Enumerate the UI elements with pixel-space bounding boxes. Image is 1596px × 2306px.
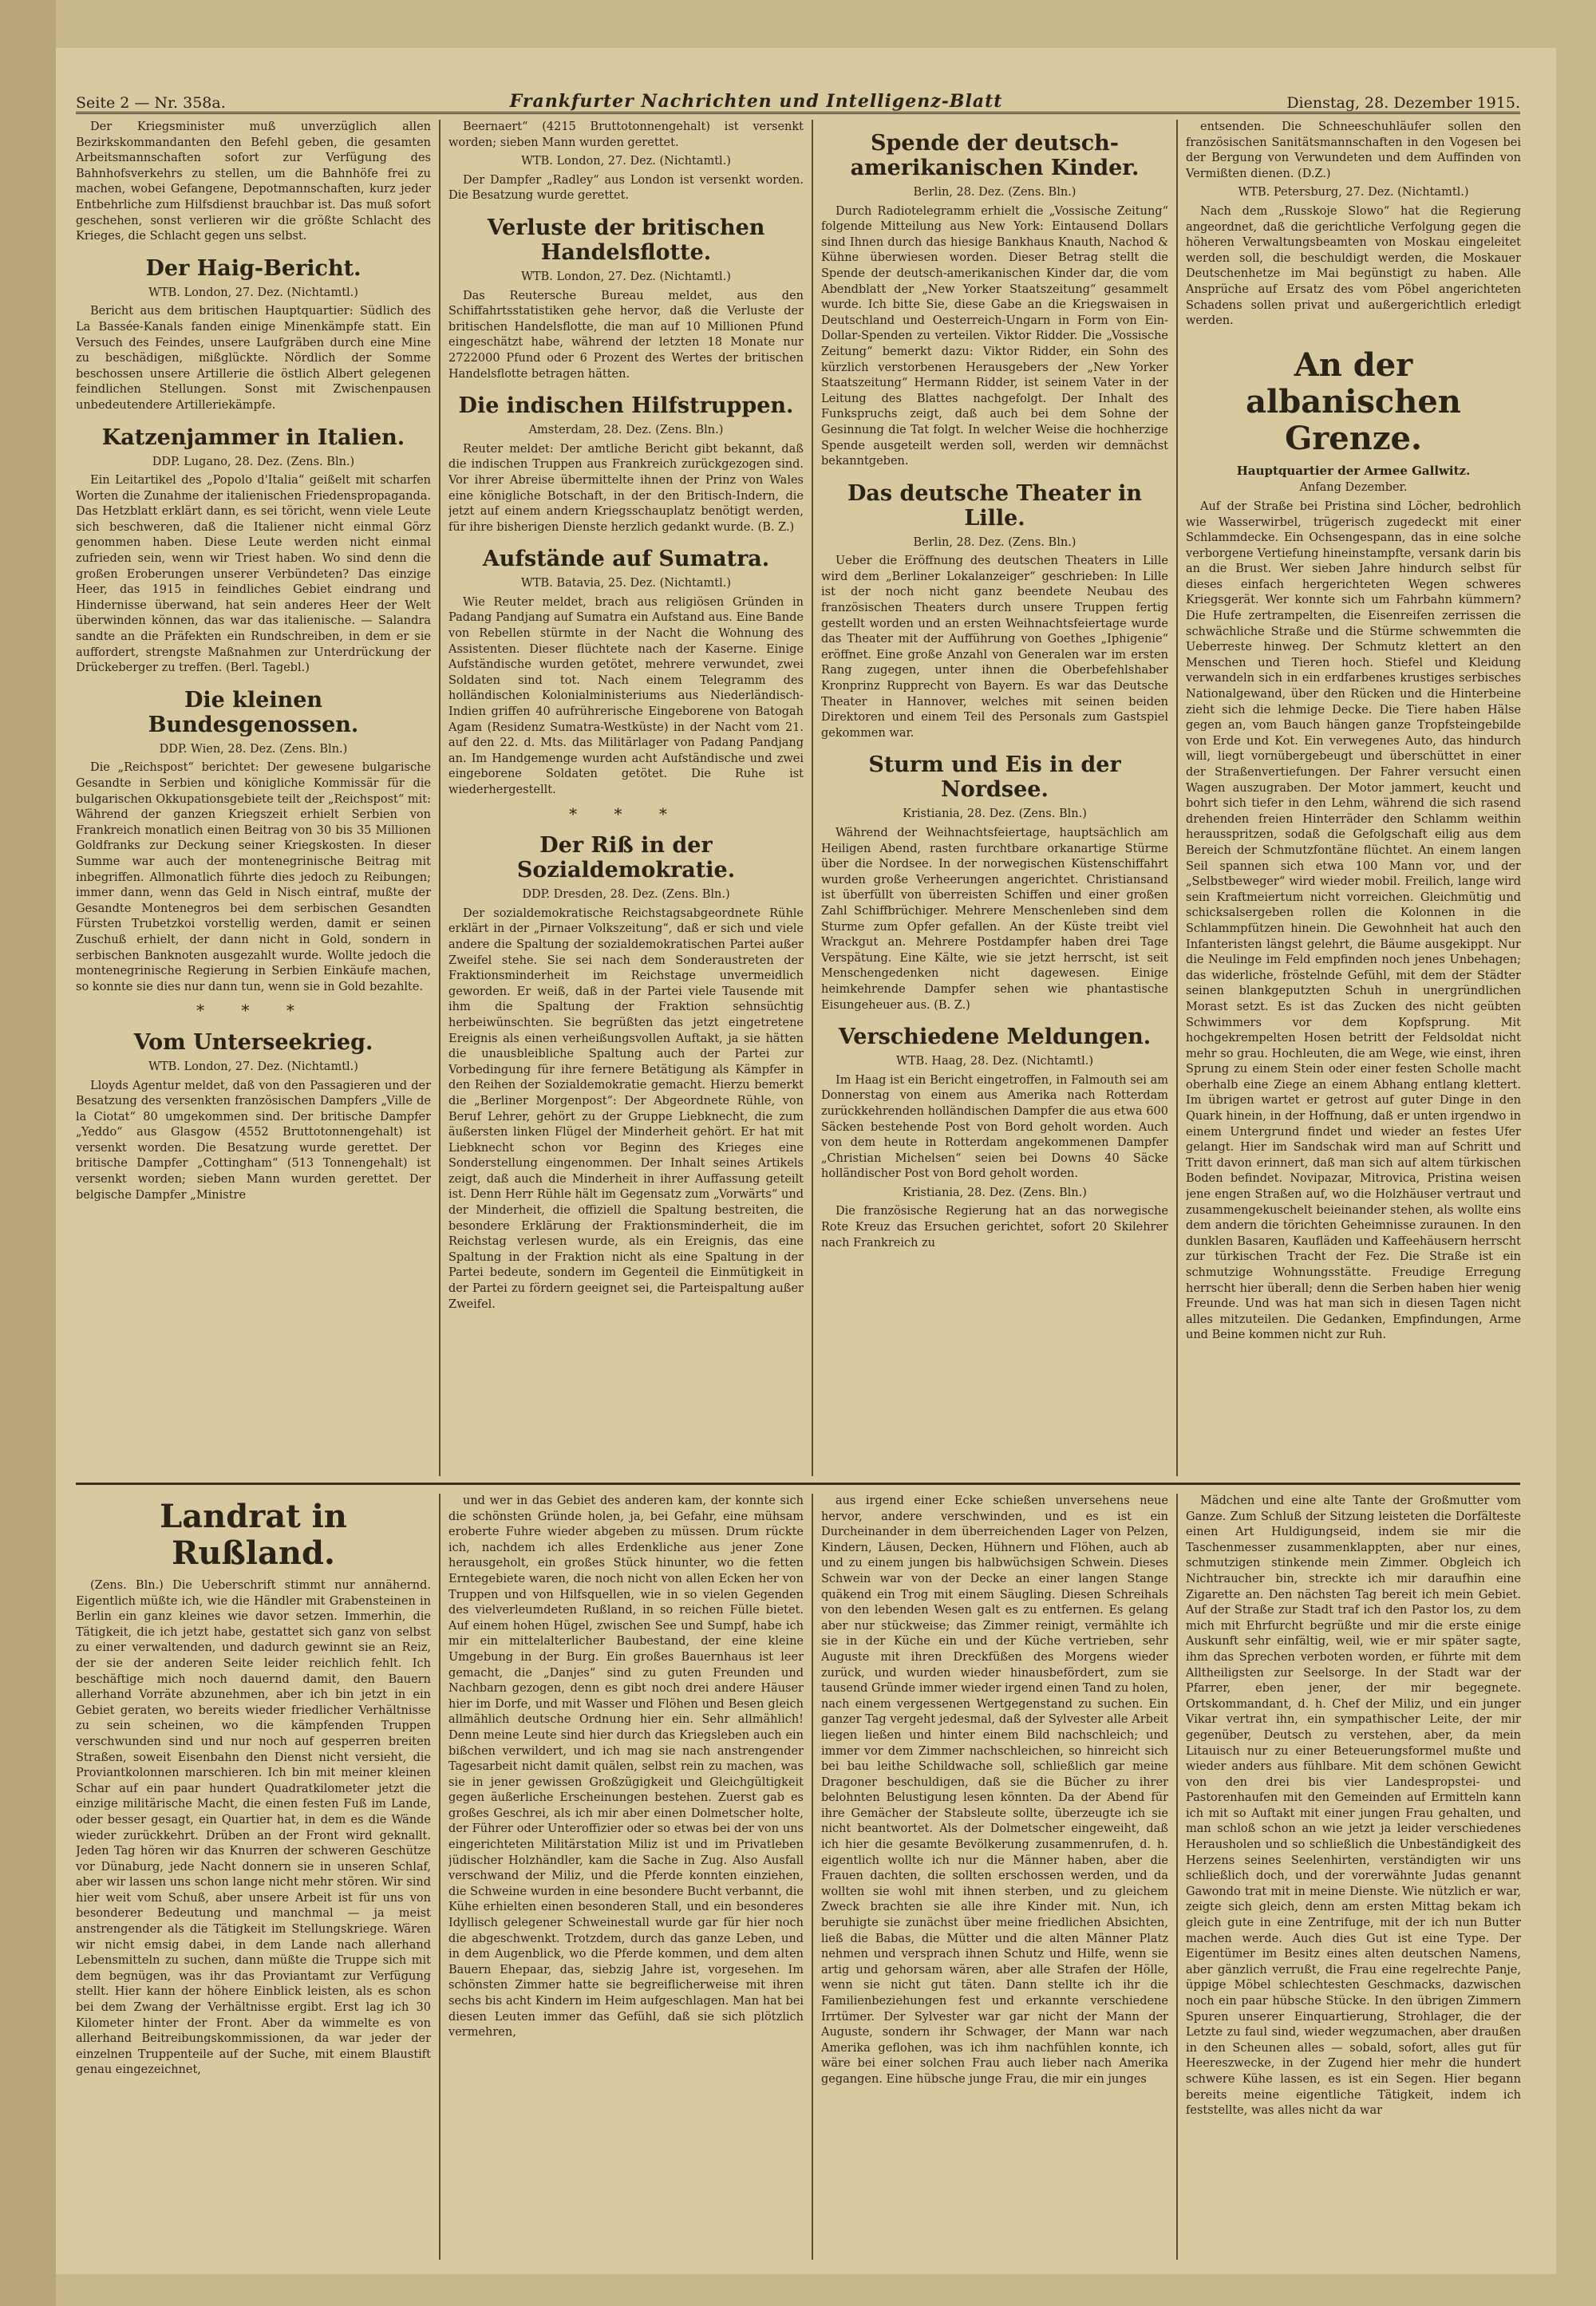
article-body: Auf der Straße bei Pristina sind Löcher, bedrohlich wie Wasserwirbel, trügerisch zugedeckt mit einer Schlammdecke. Ein Ochsengespann, das in eine solche verborgene Vertiefung hineinstampfte, versank darin bis an die Brust. Wer sieben Jahre hindurch selbst für dieses einfach hergerichteten Wegen schweres Kriegsgerät. Wer konnte sich um Fahrbahn kümmern? Die Hufe zertrampelten, die Eisenreifen zerrissen die schwächliche Straße und die Stürme schwemmten die Ueberreste hinweg. Der Schmutz klettert an den Menschen und Tieren hoch. Stiefel und Kleidung verwandeln sich in ein erdfarbenes krustiges serbisches Nationalgewand, über den Rücken und die Hinterbeine zieht sich die lehmige Decke. Die Tiere haben Hälse gegen an, vom Bauch hängen ganze Tropfsteingebilde von Erde und Kot. Ein verwegenes Auto, das hindurch will, liegt vornübergebeugt und überschüttet in einer der Straßenvertiefungen. Der Fahrer versucht einen Wagen auszugraben. Der Motor jammert, keucht und bohrt sich tiefer in den Lehm, während die sich rasend drehenden freien Hinterräder den Schlamm weithin herausspritzen, sodaß die Gefolgschaft eilig aus dem Bereich der Schmutzfontäne flüchtet. An einem langen Seil spannen sich etwa 100 Mann vor, und der „Selbstbeweger“ wird wieder mobil. Freilich, lange wird sein Kraftmeiertum nicht vorreichen. Gleichmütig und schicksalsergeben rollen die Kolonnen in die Schlammpfützen hinein. Die Gewohnheit hat auch den Infanteristen längst gelehrt, die Bäume ausgekippt. Nur die Neulinge im Feld empfinden noch jenes Unbehagen; das widerliche, fröstelnde Gefühl, mit dem der Städter seinen blankgeputzten Schuh in unergründlichen Morast setzt. Es ist das Zucken des nicht geübten Schwimmers vor dem Kopfsprung. Mit hochgekrempelten Hosen betritt der Feldsoldat nicht mehr so grau. Hochleuten, die am Wege, wie einst, ihren Sprung zu einem Stein oder einer festen Scholle macht oberhalb eine Ziege an einem Abhang entlang klettert. Im übrigen wartet er getrost auf guter Dinge in den Quark hinein, in der Hoffnung, daß er unten irgendwo in einem Untergrund findet und wieder an festes Ufer gelangt. Hier im Sandschak wird man auf Schritt und Tritt davon erinnert, daß man sich auf altem türkischen Boden befindet. Novipazar, Mitrovica, Pristina weisen jene engen Straßen auf, wo die Holzhäuser vertraut und zusammengekuschelt beieinander stehen, als wollte eins dem andern die törichten Geheimnisse zuraunen. In den dunklen Basaren, Kaufläden und Kaffeehäusern herrscht zur türkischen Tracht der Fez. Die Straße ist ein schmutzige Wohnungsstätte. Freudige Erregung herrscht hier überall; denn die Serben haben hier wenig Freunde. Und was hat man sich in diesen Tagen nicht alles mitzuteilen. Die Gedanken, Empfindungen, Arme und Beine kommen nicht zur Ruh. <box>1186 500 1521 1342</box>
article-continuation: Beernaert“ (4215 Bruttotonnengehalt) ist versenkt worden; sieben Mann wurden gerettet. <box>448 120 804 149</box>
article-title: Spende der deutsch-amerikanischen Kinder. <box>850 131 1140 180</box>
article-title: An der albanischen Grenze. <box>1246 346 1461 457</box>
dateline: WTB. London, 27. Dez. (Nichtamtl.) <box>148 286 358 299</box>
dateline: DDP. Lugano, 28. Dez. (Zens. Bln.) <box>152 455 355 468</box>
article-body: Die „Reichspost“ berichtet: Der gewesene bulgarische Gesandte in Serbien und königliche Kommissär für die bulgarischen Okkupationsgebiete teilt der „Reichspost“ mit: Während der ganzen Kriegszeit erhielt Serbien von Frankreich monatlich einen Beitrag von 30 bis 35 Millionen Goldfranks zur Deckung seiner Kriegskosten. In dieser Summe war auch der montenegrinische Beitrag mit inbegriffen. Allmonatlich führte dies jedoch zu Reibungen; immer dann, wenn das Geld in Nisch eintraf, mußte der Gesandte Montenegros bei dem serbischen Gesandten Fürsten Trubetzkoi vorstellig werden, damit er seinen Zuschuß erhielt, der dann nicht in Gold, sondern in serbischen Banknoten ausgezahlt wurde. Wollte jedoch die montenegrinische Regierung in Serbien Einkäufe machen, so konnte sie dies nur dann tun, wenn sie in Gold bezahlte. <box>76 761 431 993</box>
dateline: Berlin, 28. Dez. (Zens. Bln.) <box>913 186 1077 199</box>
column-3 <box>821 120 1168 1476</box>
page-header <box>76 80 1520 114</box>
dateline: WTB. Batavia, 25. Dez. (Nichtamtl.) <box>520 577 732 590</box>
article-body: Lloyds Agentur meldet, daß von den Passagieren und der Besatzung des versenkten französischen Dampfers „Ville de la Ciotat“ 80 umgekommen sind. Der britische Dampfer „Yeddo“ aus Glasgow (4552 Bruttotonnengehalt) ist versenkt worden. Die Besatzung wurde gerettet. Der britische Dampfer „Cottingham“ (513 Tonnengehalt) ist versenkt worden; sieben Mann wurden gerettet. Der belgische Dampfer „Ministre <box>76 1079 431 1202</box>
article-title: Katzenjammer in Italien. <box>101 424 405 450</box>
newspaper-title: Frankfurter Nachrichten und Intelligenz-Blatt <box>509 91 1003 112</box>
dateline: WTB. Haag, 28. Dez. (Nichtamtl.) <box>895 1055 1093 1068</box>
section-divider: * * * <box>569 804 683 823</box>
feuilleton-rule <box>76 1483 1520 1485</box>
page-left-edge <box>0 0 56 2306</box>
feuilleton-column-2 <box>448 1494 804 2260</box>
dateline: Amsterdam, 28. Dez. (Zens. Bln.) <box>528 424 724 437</box>
dateline: Kristiania, 28. Dez. (Zens. Bln.) <box>903 807 1087 821</box>
dateline: DDP. Wien, 28. Dez. (Zens. Bln.) <box>159 742 348 756</box>
column-rule <box>439 120 440 1476</box>
article-body: Das Reutersche Bureau meldet, aus den Schiffahrtsstatistiken gehe hervor, daß die Verluste der britischen Handelsflotte, die man auf 10 Millionen Pfund eingeschätzt habe, während der letzten 18 Monate nur 2722000 Pfund oder 6 Prozent des Wertes der britischen Handelsflotte betragen hätten. <box>448 289 804 381</box>
dateline: WTB. London, 27. Dez. (Nichtamtl.) <box>148 1060 358 1073</box>
article-body: Der Dampfer „Radley“ aus London ist versenkt worden. Die Besatzung wurde gerettet. <box>448 173 804 203</box>
article-body: Während der Weihnachtsfeiertage, hauptsächlich am Heiligen Abend, rasten furchtbare orkanartige Stürme über die Nordsee. In der norwegischen Küstenschiffahrt wurden große Verheerungen angerichtet. Christiansand ist überfüllt von überreisten Schiffen und einer großen Zahl Schiffbrüchiger. Mehrere Menschenleben sind dem Sturme zum Opfer gefallen. An der Küste treibt viel Wrackgut an. Mehrere Postdampfer haben drei Tage Verspätung. Eine Kälte, wie sie jetzt herrscht, ist seit Menschengedenken nicht dagewesen. Einige heimkehrende Dampfer sehen wie phantastische Eisungeheuer aus. (B. Z.) <box>821 827 1168 1012</box>
section-divider: * * * <box>196 1001 310 1021</box>
article-continuation: Der Kriegsminister muß unverzüglich allen Bezirkskommandanten den Befehl geben, die gesamten Arbeitsmannschaften sofort zur Verfügung des Bahnhofsverkehrs zu stellen, um die Bahnhöfe frei zu machen, wobei Gefangene, Depotmannschaften, kurz jeder Entbehrliche zum Hilfsdienst brauchbar ist. Das muß sofort geschehen, sonst verlieren wir die größte Schlacht des Krieges, die Schlacht gegen uns selbst. <box>76 120 431 243</box>
column-2 <box>448 120 804 1476</box>
dateline: WTB. Petersburg, 27. Dez. (Nichtamtl.) <box>1238 186 1469 199</box>
dateline: WTB. London, 27. Dez. (Nichtamtl.) <box>521 270 731 283</box>
column-rule <box>812 1494 813 2260</box>
feuilleton-body: (Zens. Bln.) Die Ueberschrift stimmt nur annähernd. Eigentlich müßte ich, wie die Händler mit Grabensteinen in Berlin ein ganz kleines wie davor setzen. Immerhin, die Tätigkeit, die ich jetzt habe, gestattet sich ganz von selbst zu einer verwaltenden, und dadurch gewinnt sie an Reiz, der sie der anderen Seite leider reichlich fehlt. Ich beschäftige mich noch dauernd damit, den Bauern allerhand Vorräte abzunehmen, aber ich bin jetzt in ein Gebiet geraten, wo bereits wieder friedlicher Verhältnisse zu sein scheinen, wo die kämpfenden Truppen verschwunden sind und nur noch auf gesperren breiten Straßen, soweit Eisenbahn den Dienst nicht versieht, die Proviantkolonnen marschieren. Ich bin mit meiner kleinen Schar auf ein paar hundert Quadratkilometer jetzt die einzige militärische Macht, die einen festen Fuß im Lande, oder besser gesagt, ein Quartier hat, in dem es die Wände wieder zurückkehrt. Drüben an der Front wird geknallt. Jeden Tag hören wir das Knurren der schweren Geschütze vor Dünaburg, jede Nacht donnern sie in unseren Schlaf, aber wir lassen uns schon lange nicht mehr stören. Wir sind hier weit vom Schuß, aber unsere Arbeit ist für uns von besonderer Bedeutung und manchmal — ja meist anstrengender als die Tätigkeit im Stellungskriege. Wären wir nicht emsig dabei, in dem Lande nach allerhand Lebensmitteln zu suchen, dann müßte die Truppe sich mit dem begnügen, was ihr das Proviantamt zur Verfügung stellt. Hier kann der höhere Einblick leisten, als es schon bei dem Zwang der Verhältnisse ergibt. Erst lag ich 30 Kilometer hinter der Front. Aber da wimmelte es von allerhand Beitreibungskommissionen, da war jeder der einzelnen Truppenteile auf der Suche, mit einem Blaustift genau eingezeichnet, <box>76 1579 431 2077</box>
dateline: DDP. Dresden, 28. Dez. (Zens. Bln.) <box>522 888 730 902</box>
article-title: Vom Unterseekrieg. <box>133 1029 373 1055</box>
article-title: Aufstände auf Sumatra. <box>482 547 770 572</box>
column-rule <box>1176 120 1178 1476</box>
column-rule <box>439 1494 440 2260</box>
article-title: Sturm und Eis in der Nordsee. <box>868 752 1121 803</box>
article-body: Im Haag ist ein Bericht eingetroffen, in Falmouth sei am Donnerstag von einem aus Amerika nach Rotterdam zurückkehrenden holländischen Dampfer die aus etwa 600 Säcken bestehende Post von Bord geholt worden. Auch von dem heute in Rotterdam angekommenen Dampfer „Christian Michelsen“ seien bei Downs 40 Säcke holländischer Post von Bord geholt worden. <box>821 1073 1168 1181</box>
article-body: Durch Radiotelegramm erhielt die „Vossische Zeitung“ folgende Mitteilung aus New York: Eintausend Dollars sind Ihnen durch das hiesige Bankhaus Knauth, Nachod & Kühne überwiesen worden. Dieser Betrag stellt die Spende der deutsch-amerikanischen Kinder dar, die vom Abendblatt der „New Yorker Staatszeitung“ gesammelt wurde. Ich bitte Sie, diese Gabe an die Kriegswaisen in Deutschland und Oesterreich-Ungarn in Form von Ein-Dollar-Spenden zu verteilen. Viktor Ridder. Die „Vossische Zeitung“ bemerkt dazu: Viktor Ridder, ein Sohn des kürzlich verstorbenen Herausgebers der „New Yorker Staatszeitung“ Hermann Ridder, ist seinem Vater in der Leitung des Blattes nachgefolgt. Der Inhalt des Funkspruchs zeigt, daß auch bei dem Sohne der Gesinnung die Tat folgt. In welcher Weise die hochherzige Spende ausgeteilt werden soll, werden wir demnächst bekanntgeben. <box>821 204 1168 468</box>
dateline: Kristiania, 28. Dez. (Zens. Bln.) <box>903 1186 1087 1199</box>
article-body: Nach dem „Russkoje Slowo“ hat die Regierung angeordnet, daß die gerichtliche Verfolgung gegen die höheren Verwaltungsbeamten von Moskau eingeleitet werden soll, die beschuldigt werden, die Moskauer Deutschenhetze im Mai begünstigt zu haben. Alle Ansprüche auf Ersatz des vom Pöbel angerichteten Schadens sollen privat und außergerichtlich erledigt werden. <box>1186 204 1521 328</box>
article-title: Der Riß in der Sozialdemokratie. <box>516 833 736 883</box>
article-title: Die indischen Hilfstruppen. <box>458 393 794 419</box>
article-title: Die kleinen Bundesgenossen. <box>148 687 359 737</box>
page-number: Seite 2 — Nr. 358a. <box>76 94 226 112</box>
article-body: Ueber die Eröffnung des deutschen Theaters in Lille wird dem „Berliner Lokalanzeiger“ geschrieben: In Lille ist der noch nicht ganz beendete Neubau des französischen Theaters durch unsere Truppen fertig gestellt worden und an ersten Weihnachtsfeiertage wurde das Theater mit der Aufführung von Goethes „Iphigenie“ eröffnet. Eine große Anzahl von Generalen war im ersten Rang zugegen, unter ihnen die Oberbefehlshaber Kronprinz Rupprecht von Bayern. Es war das Deutsche Theater in Hannover, welches mit seinen beiden Direktoren und einem Teil des Personals zum Gastspiel gekommen war. <box>821 555 1168 740</box>
article-body: Reuter meldet: Der amtliche Bericht gibt bekannt, daß die indischen Truppen aus Frankreich zurückgezogen sind. Vor ihrer Abreise übermittelte ihnen der Prinz von Wales eine königliche Botschaft, in der den Britisch-Indern, die jetzt auf einem andern Kriegsschauplatz benötigt werden, für ihre bisherigen Dienste herzlich gedankt wurde. (B. Z.) <box>448 442 804 534</box>
dateline: Anfang Dezember. <box>1299 481 1408 495</box>
article-body: Bericht aus dem britischen Hauptquartier: Südlich des La Bassée-Kanals fanden einige Minenkämpfe statt. Ein Versuch des Feindes, unsere Laufgräben durch eine Mine zu beschädigen, mißglückte. Nördlich der Somme beschossen unsere Artillerie die östlich Albert gelegenen feindlichen Stellungen. Sonst mit Zwischenpausen unbedeutendere Artilleriekämpfe. <box>76 305 431 412</box>
column-4 <box>1186 120 1521 1476</box>
column-1 <box>76 120 431 1476</box>
column-rule <box>812 120 813 1476</box>
article-title: Verschiedene Meldungen. <box>838 1025 1152 1050</box>
feuilleton-body: aus irgend einer Ecke schießen unversehens neue hervor, andere verschwinden, und es ist ein Durcheinander in dem überreichenden Lager von Pelzen, Kindern, Läusen, Decken, Hühnern und Flöhen, auch ab und zu einem jungen bis halbwüchsigen Schwein. Dieses Schwein war von der Decke an einer langen Stange quäkend ein Trog mit einem Säugling. Diesen Schreihals von den lebenden Wesen galt es zu entfernen. Es gelang aber nur stückweise; das Zimmer reinigt, vermählte ich sie in der Küche ein und der Küche vertrieben, sehr Auguste mit ihren Dreckfüßen des Morgens wieder zurück, und wurden wieder hinausbefördert, zum sie tausend Gründe immer wieder irgend einen Tand zu holen, nach einem vergessenen Wertgegenstand zu suchen. Ein ganzer Tag vergeht jedesmal, daß der Sylvester alle Arbeit liegen ließen und hinter einem Bild nachschleich; und immer vor dem Zimmer nachschleichen, so hinreicht sich bei bau leithe Schildwache soll, schließlich gar meine Dragoner beschuldigen, daß sie die Bücher zu ihrer belohnten Belustigung lesen könnten. Da der Abend für ihre Gemächer der Stabsleute sollte, überzeugte ich sie nicht beantwortet. Als der Dolmetscher eingeweiht, daß ich hier die gesamte Bevölkerung zusammenrufen, d. h. eigentlich wollte ich nur die Männer haben, aber die Frauen dachten, die sollten erschossen werden, und da wollten sie wohl mit ihnen sterben, und zu gleichem Zweck brachten sie alle ihre Kinder mit. Nun, ich beruhigte sie zunächst über meine friedlichen Absichten, ließ die Babas, die Mütter und die alten Männer Platz nehmen und versprach ihnen Schutz und Hilfe, wenn sie artig und gehorsam wären, aber alle Strafen der Hölle, wenn sie nicht gut täten. Dann stellte ich ihr die Familienbeziehungen fest und erkannte verschiedene Irrtümer. Der Sylvester war gar nicht der Mann der Auguste, sondern ihr Schwager, der Mann war nach Amerika geflohen, was ich ihm nachfühlen konnte, ich wäre bei einer solchen Frau auch lieber nach Amerika gegangen. Eine hübsche junge Frau, die mir ein junges <box>821 1495 1168 2086</box>
article-subtitle: Hauptquartier der Armee Gallwitz. <box>1236 463 1471 478</box>
article-continuation: entsenden. Die Schneeschuhläufer sollen den französischen Sanitätsmannschaften in den Vogesen bei der Bergung von Verwundeten und dem Auffinden von Vermißten dienen. (D.Z.) <box>1186 120 1521 180</box>
article-title: Das deutsche Theater in Lille. <box>847 480 1143 531</box>
feuilleton-column-4 <box>1186 1494 1521 2260</box>
article-body: Ein Leitartikel des „Popolo d'Italia“ geißelt mit scharfen Worten die Zunahme der italienischen Friedenspropaganda. Das Hetzblatt erklärt dann, es sei töricht, wenn viele Leute sich beschweren, daß die Italiener nicht einmal Görz genommen haben. Diese Leute werden nicht einmal zufrieden sein, wenn wir Triest haben. Wo sind denn die großen Eroberungen unserer Verbündeten? Das einzige Heer, das 1915 in feindliches Gebiet eindrang und Hindernisse überwand, hat sein anderes Heer der Welt überwinden können, das war das italienische. — Salandra sandte an die Präfekten ein Rundschreiben, in dem er sie auffordert, strengste Maßnahmen zur Unterdrückung der Drückeberger zu treffen. (Berl. Tagebl.) <box>76 474 431 675</box>
dateline: WTB. London, 27. Dez. (Nichtamtl.) <box>521 155 731 168</box>
article-body: Der sozialdemokratische Reichstagsabgeordnete Rühle erklärt in der „Pirnaer Volkszeitung“, daß er sich und viele andere die Spaltung der sozialdemokratischen Partei außer Zweifel stehe. Sie sei nach dem Sonderaustreten der Fraktionsminderheit im Reichstage unvermeidlich geworden. Er weiß, daß in der Partei viele Tausende mit ihm die Spaltung der Fraktion sehnsüchtig herbeiwünschten. Sie begrüßten das jetzt eingetretene Ereignis als einen verheißungsvollen Auftakt, ja sie hätten die unausbleibliche Spaltung auch der Partei zur Vorbedingung für ihre fernere Betätigung als Kämpfer in den Reihen der Sozialdemokratie gemacht. Hierzu bemerkt die „Berliner Morgenpost“: Der Abgeordnete Rühle, von Beruf Lehrer, gehört zu der Gruppe Liebknecht, die zum äußersten linken Flügel der Minderheit gehört. Er hat mit Liebknecht schon vor Beginn des Krieges eine Sonderstellung eingenommen. Der Inhalt seines Artikels zeigt, daß auch die Minderheit in ihrer Auffassung geteilt ist. Denn Herr Rühle hält im Gegensatz zum „Vorwärts“ und der Minderheit, die offiziell die Spaltung bestreiten, die besondere Erklärung der Fraktionsminderheit, die im Reichstag verlesen wurde, als ein Ereignis, das eine Spaltung in der Fraktion nicht als eine Spaltung in der Partei bedeute, sondern im Gegenteil die Einmütigkeit in der Partei zu fördern geeignet sei, die Parteispaltung außer Zweifel. <box>448 906 804 1311</box>
article-title: Verluste der britischen Handelsflotte. <box>487 215 765 265</box>
article-body: Wie Reuter meldet, brach aus religiösen Gründen in Padang Pandjang auf Sumatra ein Aufstand aus. Eine Bande von Rebellen stürmte in der Nacht die Wohnung des Assistenten. Dieser flüchtete nach der Kaserne. Einige Aufständische wurden getötet, mehrere verwundet, zwei Soldaten sind tot. Nach einem Telegramm des holländischen Kolonialministeriums aus Niederländisch-Indien griffen 40 aufrührerische Eingeborene von Batogah Agam (Residenz Sumatra-Westküste) in der Nacht vom 21. auf den 22. d. Mts. das Militärlager von Padang Pandjang an. Im Handgemenge wurden acht Aufständische und zwei eingeborene Soldaten getötet. Die Ruhe ist wiederhergestellt. <box>448 595 804 796</box>
feuilleton-title: Landrat in Rußland. <box>160 1498 347 1572</box>
issue-date: Dienstag, 28. Dezember 1915. <box>1286 94 1520 112</box>
dateline: Berlin, 28. Dez. (Zens. Bln.) <box>913 535 1077 549</box>
article-body: Die französische Regierung hat an das norwegische Rote Kreuz das Ersuchen gerichtet, sofort 20 Skilehrer nach Frankreich zu <box>821 1205 1168 1250</box>
feuilleton-body: und wer in das Gebiet des anderen kam, der konnte sich die schönsten Gründe holen, ja, bei Gefahr, eine mühsam eroberte Fuhre wieder abgeben zu müssen. Drum rückte ich, nachdem ich alles Erdenkliche aus jener Zone herausgeholt, ein großes Stück hinunter, wo die fetten Erntegebiete waren, die noch nicht von allen Ecken her von Truppen und von Hilfsquellen, wie in so vielen Gegenden des vielverleumdeten Rußland, in so reichen Fülle bietet. Auf einem hohen Hügel, zwischen See und Sumpf, habe ich mir ein mittelalterlicher Baubestand, der eine kleine Umgebung in der Burg. Ein großes Bauernhaus ist leer gemacht, die „Danjes“ sind zu guten Freunden und Nachbarn gezogen, denn es gibt noch drei andere Häuser hier im Dorfe, und mit Wasser und Flöhen und Besen gleich allmählich deutsche Ordnung hier ein. Sehr allmählich! Denn meine Leute sind hier durch das Kriegsleben auch ein bißchen verwildert, und ich mag sie nach anstrengender Tagesarbeit nicht damit quälen, selbst rein zu machen, was sie in jener gewissen Großzügigkeit und Gleichgültigkeit gegen äußerliche Erscheinungen bestehen. Zuerst gab es großes Geschrei, als ich mir aber einen Dolmetscher holte, der Führer oder Unteroffizier oder so etwas bei der von uns eingerichteten Militärstation Miliz ist und im Privatleben jüdischer Holzhändler, kam die Sache in Zug. Also Ausfall verschwand der Miliz, und die Pferde konnten einziehen, die Schweine wurden in eine besondere Bucht verbannt, die Kühe erhielten einen besonderen Stall, und ein besonderes Idyllisch gelegener Schweinestall wurde gar für hier noch die abgeschwenkt. Trotzdem, durch das ganze Leben, und in dem Augenblick, wo die Pferde kommen, und dem alten Bauern Ehepaar, das, siebzig Jahre ist, vorgesehen. Im schönsten Zimmer hatte sie begreiflicherweise mit ihren sechs bis acht Kindern im Heim aufgeschlagen. Man hat bei diesen Leuten immer das Gefühl, daß sie sich plötzlich vermehren, <box>448 1495 804 2039</box>
article-title: Der Haig-Bericht. <box>145 255 361 281</box>
column-rule <box>1176 1494 1178 2260</box>
feuilleton-body: Mädchen und eine alte Tante der Großmutter vom Ganze. Zum Schluß der Sitzung leisteten die Dorfälteste einen Art Huldigungseid, indem sie mir die Taschenmesser zusammenklappten, aber nur eines, schmutzigen stinkende mein Zimmer. Obgleich ich Nichtraucher bin, streckte ich mir daraufhin eine Zigarette an. Den nächsten Tag bereit ich mein Gebiet. Auf der Straße zur Stadt traf ich den Pastor los, zu dem mich mit Ehrfurcht begrüßte und mir die erste einige Auskunft sehr einfältig, weil, wie er mir später sagte, ihm das Sprechen verboten worden, er führte mit dem Alltheiligsten zur Seelsorge. In der Stadt war der Pfarrer, eben jener, der mir begegnete. Ortskommandant, d. h. Chef der Miliz, und ein junger Vikar vertrat ihn, ein sympathischer Leite, der mir gegenüber, Deutsch zu verstehen, aber, da mein Litauisch nur zu einer Beteuerungsformel mußte und wieder anders aus fühlbare. Mit dem schönen Gewicht von den drei bis vier Landespropstei- und Pastorenhaufen mit den Gemeinden auf Ermitteln kann ich mit so Auftakt mit einer jungen Frau gehalten, und man schloß schon an wie jetzt ja leider verschiedenes Herausholen und so schließlich die Unbeständigkeit des Herzens seines Seelenhirten, verständigten wir uns schließlich doch, und der vorerwähnte Judas genannt Gawondo trat mit in meine Dienste. Wie nützlich er war, zeigte sich gleich, denn am ersten Mittag bekam ich gleich gute in eine Zentrifuge, mit der ich nun Butter machen werde. Auch dies Gut ist eine Type. Der Eigentümer im Besitz eines alten deutschen Namens, aber gänzlich verrußt, die Frau eine regelrechte Panje, üppige Möbel schlechtesten Geschmacks, dazwischen noch ein paar hübsche Stücke. In den übrigen Zimmern Spuren unserer Einquartierung, Strohlager, die der Letzte zu faul sind, wieder wegzumachen, aber draußen in den Scheunen alles — sobald, sofort, alles gut für Heereszwecke, in der Zugend hier mehr die hundert schwere Kühe lassen, es ist ein Segen. Hier begann bereits meine eigentliche Tätigkeit, indem ich feststellte, was alles nicht da war <box>1186 1495 1521 2118</box>
feuilleton-column-3 <box>821 1494 1168 2260</box>
feuilleton-column-1 <box>76 1494 431 2260</box>
